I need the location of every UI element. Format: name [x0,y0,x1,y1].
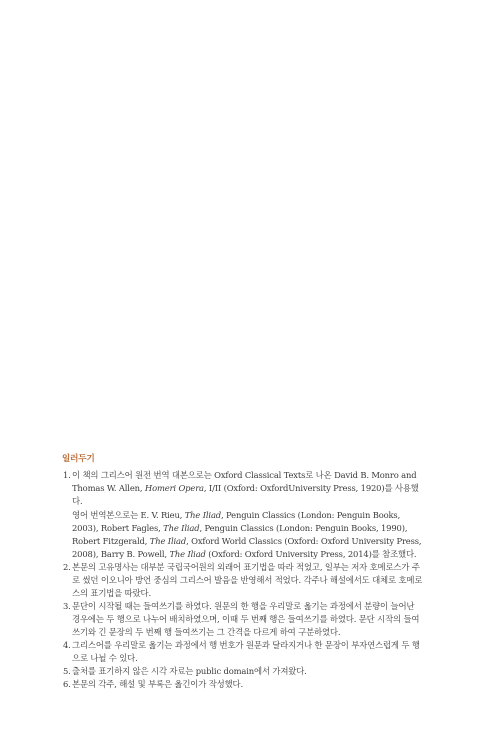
note-body: 본문의 고유명사는 대부분 국립국어원의 외래어 표기법을 따라 적었고, 일부는 저자 호메로스가 주로 썼던 이오니아 방언 중심의 그리스어 발음을 반영해서 적었다. 각주나 해설에서도 대체로 호메로스의 표기법을 따랐다. [72,562,423,598]
note-number: 6. [63,679,71,689]
note-text: , Oxford World Classics (Oxford: Oxford University Press, 2008), Barry B. Powell, [72,536,422,559]
note-item-6 [63,678,423,691]
book-title: The Iliad [163,523,200,533]
note-number: 2. [63,562,71,572]
note-body: 그리스어를 우리말로 옮기는 과정에서 행 번호가 원문과 달라지거나 한 문장이 부자연스럽게 두 행으로 나뉠 수 있다. [72,640,420,663]
note-text: , Penguin Classics (London: Penguin Books, 2003), Robert Fagles, [72,510,401,533]
notes-title: 일러두기 [62,454,95,464]
note-text: 이 책의 그리스어 원전 번역 대본으로는 Oxford Classical Texts로 나온 David B. Monro and Thomas W. Allen, [72,470,417,493]
note-paragraph [72,469,423,508]
note-text: (Oxford: Oxford University Press, 2014)를 참조했다. [205,549,417,559]
note-number: 3. [63,601,71,611]
editorial-notes [63,453,423,691]
note-body: 문단이 시작될 때는 들여쓰기를 하였다. 원문의 한 행을 우리말로 옮기는 과정에서 분량이 늘어난 경우에는 두 행으로 나누어 배치하였으며, 이때 두 번째 행은 들여쓰기를 하였다. 문단 시작의 들여쓰기와 긴 문장의 두 번째 행 들여쓰기는 그 간격을 다르게 하여 구분하였다. [72,601,420,637]
note-item-5 [63,665,423,678]
note-item-1 [63,469,423,561]
book-title: The Iliad [169,549,206,559]
note-text: 영어 번역본으로는 E. V. Rieu, [72,510,185,520]
note-item-3 [63,600,423,639]
note-text: , I/II (Oxford: OxfordUniversity Press, 1920)를 사용했다. [72,483,419,506]
note-body: 본문의 각주, 해설 및 부록은 옮긴이가 작성했다. [72,679,243,689]
note-number: 5. [63,666,71,676]
note-text: , Penguin Classics (London: Penguin Books, 1990), Robert Fitzgerald, [72,523,408,546]
note-body: 출처를 표기하지 않은 시각 자료는 public domain에서 가져왔다. [72,666,307,676]
book-title: Homeri Opera [144,483,204,493]
note-item-2 [63,561,423,600]
note-number: 1. [63,470,71,480]
book-title: The Iliad [149,536,187,546]
note-paragraph [72,509,423,561]
note-body [72,469,423,561]
note-item-4 [63,639,423,665]
note-number: 4. [63,640,71,650]
book-title: The Iliad [184,510,222,520]
